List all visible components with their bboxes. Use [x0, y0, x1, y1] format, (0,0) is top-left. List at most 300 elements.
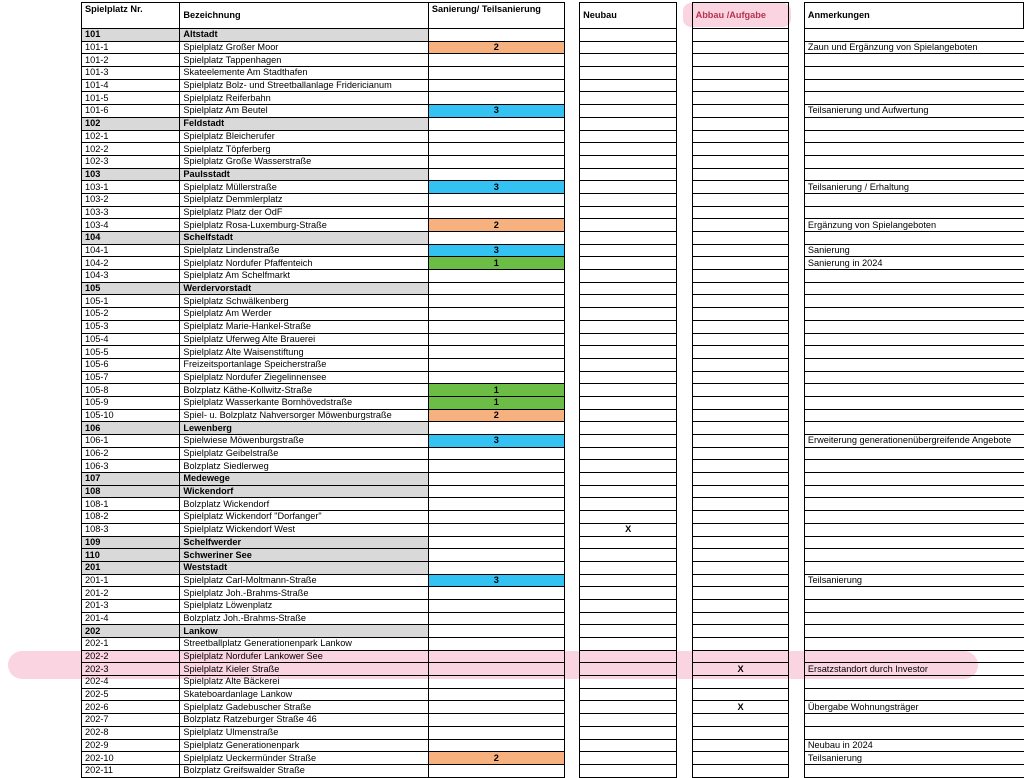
neubau-mark [580, 460, 677, 473]
playground-name: Spielplatz Nordufer Ziegelinnensee [180, 371, 428, 384]
sanierung-priority [428, 676, 564, 689]
remark [804, 371, 1023, 384]
sanierung-priority: 1 [428, 257, 564, 270]
abbau-mark [692, 54, 789, 67]
playground-name: Spielplatz Platz der OdF [180, 206, 428, 219]
abbau-mark [692, 587, 789, 600]
column-gap [564, 612, 579, 625]
table-row [82, 612, 1024, 625]
playground-number: 201-4 [82, 612, 180, 625]
playground-number: 101-2 [82, 54, 180, 67]
column-gap [564, 752, 579, 765]
abbau-mark [692, 561, 789, 574]
abbau-mark [692, 726, 789, 739]
remark [804, 422, 1023, 435]
column-gap [677, 41, 692, 54]
abbau-mark [692, 67, 789, 80]
table-row [82, 574, 1024, 587]
column-gap [677, 333, 692, 346]
neubau-mark [580, 485, 677, 498]
sanierung-priority [428, 599, 564, 612]
playground-name: Streetballplatz Generationenpark Lankow [180, 638, 428, 651]
neubau-mark [580, 67, 677, 80]
column-gap [789, 498, 804, 511]
playground-number: 201-2 [82, 587, 180, 600]
district-row [82, 29, 1024, 42]
table-row [82, 206, 1024, 219]
abbau-mark [692, 193, 789, 206]
neubau-mark: X [580, 523, 677, 536]
column-gap [564, 155, 579, 168]
neubau-mark [580, 257, 677, 270]
district-row [82, 549, 1024, 562]
abbau-mark [692, 29, 789, 42]
abbau-mark [692, 105, 789, 118]
column-gap [677, 460, 692, 473]
remark: Teilsanierung [804, 752, 1023, 765]
playground-number: 202-8 [82, 726, 180, 739]
neubau-mark [580, 599, 677, 612]
abbau-mark [692, 409, 789, 422]
remark: Teilsanierung / Erhaltung [804, 181, 1023, 194]
abbau-mark [692, 422, 789, 435]
playground-name: Spielplatz Bolz- und Streetballanlage Fridericianum [180, 79, 428, 92]
table-row [82, 752, 1024, 765]
neubau-mark [580, 295, 677, 308]
neubau-mark [580, 612, 677, 625]
playground-name: Werdervorstadt [180, 282, 428, 295]
neubau-mark [580, 270, 677, 283]
column-gap [789, 232, 804, 245]
column-gap [564, 650, 579, 663]
abbau-mark [692, 257, 789, 270]
remark [804, 625, 1023, 638]
column-gap [677, 168, 692, 181]
neubau-mark [580, 688, 677, 701]
remark [804, 270, 1023, 283]
playground-number: 108 [82, 485, 180, 498]
remark [804, 688, 1023, 701]
column-gap [789, 3, 804, 29]
district-row [82, 422, 1024, 435]
playground-name: Altstadt [180, 29, 428, 42]
neubau-mark [580, 193, 677, 206]
column-gap [789, 688, 804, 701]
remark [804, 193, 1023, 206]
neubau-mark [580, 701, 677, 714]
column-gap [564, 739, 579, 752]
playground-number: 202 [82, 625, 180, 638]
abbau-mark [692, 574, 789, 587]
remark [804, 282, 1023, 295]
playground-name: Spielplatz Demmlerplatz [180, 193, 428, 206]
column-gap [564, 371, 579, 384]
column-gap [789, 587, 804, 600]
column-gap [564, 67, 579, 80]
abbau-mark [692, 447, 789, 460]
remark [804, 650, 1023, 663]
abbau-mark [692, 688, 789, 701]
column-gap [564, 384, 579, 397]
sanierung-priority [428, 460, 564, 473]
table-row [82, 295, 1024, 308]
neubau-mark [580, 320, 677, 333]
column-gap [789, 206, 804, 219]
column-gap [564, 511, 579, 524]
column-gap [564, 676, 579, 689]
abbau-mark: X [692, 701, 789, 714]
sanierung-priority [428, 561, 564, 574]
abbau-mark [692, 41, 789, 54]
column-gap [677, 701, 692, 714]
remark: Teilsanierung und Aufwertung [804, 105, 1023, 118]
abbau-mark [692, 498, 789, 511]
column-gap [677, 676, 692, 689]
district-row [82, 473, 1024, 486]
column-gap [789, 105, 804, 118]
column-gap [564, 688, 579, 701]
sanierung-priority [428, 130, 564, 143]
column-gap [677, 422, 692, 435]
playground-name: Spielplatz Wasserkante Bornhövedstraße [180, 396, 428, 409]
remark [804, 447, 1023, 460]
playground-name: Wickendorf [180, 485, 428, 498]
table-row [82, 726, 1024, 739]
sanierung-priority [428, 612, 564, 625]
abbau-mark [692, 511, 789, 524]
neubau-mark [580, 536, 677, 549]
column-gap [564, 41, 579, 54]
sanierung-priority [428, 206, 564, 219]
playground-name: Spielplatz Ueckermünder Straße [180, 752, 428, 765]
column-gap [564, 29, 579, 42]
abbau-mark [692, 232, 789, 245]
column-gap [789, 650, 804, 663]
playground-number: 105-7 [82, 371, 180, 384]
column-gap [789, 41, 804, 54]
abbau-mark [692, 676, 789, 689]
column-gap [677, 473, 692, 486]
column-gap [677, 270, 692, 283]
column-gap [789, 79, 804, 92]
neubau-mark [580, 333, 677, 346]
playground-number: 202-4 [82, 676, 180, 689]
column-gap [677, 435, 692, 448]
remark [804, 764, 1023, 777]
column-gap [789, 663, 804, 676]
district-row [82, 561, 1024, 574]
playground-name: Spielplatz Lindenstraße [180, 244, 428, 257]
column-gap [564, 701, 579, 714]
neubau-mark [580, 117, 677, 130]
sanierung-priority [428, 155, 564, 168]
abbau-mark [692, 485, 789, 498]
column-gap [789, 193, 804, 206]
column-gap [789, 422, 804, 435]
sanierung-priority: 3 [428, 435, 564, 448]
table-row [82, 54, 1024, 67]
column-gap [677, 384, 692, 397]
playground-number: 102-3 [82, 155, 180, 168]
playground-name: Spielplatz Schwälkenberg [180, 295, 428, 308]
column-gap [564, 536, 579, 549]
abbau-mark [692, 460, 789, 473]
neubau-mark [580, 714, 677, 727]
column-gap [789, 270, 804, 283]
abbau-mark [692, 714, 789, 727]
sanierung-priority [428, 447, 564, 460]
remark [804, 29, 1023, 42]
sanierung-priority [428, 701, 564, 714]
playground-number: 101 [82, 29, 180, 42]
column-gap [677, 396, 692, 409]
table-row [82, 358, 1024, 371]
column-gap [789, 333, 804, 346]
column-gap [677, 105, 692, 118]
column-gap [564, 3, 579, 29]
playground-name: Spielplatz Am Werder [180, 308, 428, 321]
sanierung-priority: 1 [428, 384, 564, 397]
column-header-bezeichnung: Bezeichnung [180, 3, 428, 29]
neubau-mark [580, 764, 677, 777]
sanierung-priority [428, 726, 564, 739]
neubau-mark [580, 54, 677, 67]
abbau-mark [692, 549, 789, 562]
table-row [82, 346, 1024, 359]
playground-number: 108-1 [82, 498, 180, 511]
abbau-mark [692, 92, 789, 105]
table-header-row [82, 3, 1024, 29]
column-gap [789, 181, 804, 194]
playground-name: Spielplatz Tappenhagen [180, 54, 428, 67]
playground-number: 202-11 [82, 764, 180, 777]
sanierung-priority [428, 650, 564, 663]
playground-name: Spielplatz Gadebuscher Straße [180, 701, 428, 714]
playground-name: Spielplatz Nordufer Pfaffenteich [180, 257, 428, 270]
column-gap [677, 409, 692, 422]
table-row [82, 701, 1024, 714]
remark [804, 714, 1023, 727]
column-gap [677, 739, 692, 752]
table-row [82, 663, 1024, 676]
column-gap [564, 561, 579, 574]
column-gap [789, 726, 804, 739]
column-gap [677, 29, 692, 42]
remark [804, 333, 1023, 346]
column-gap [789, 549, 804, 562]
remark [804, 409, 1023, 422]
column-gap [677, 3, 692, 29]
sanierung-priority [428, 333, 564, 346]
abbau-mark [692, 346, 789, 359]
remark [804, 523, 1023, 536]
neubau-mark [580, 168, 677, 181]
playground-number: 101-6 [82, 105, 180, 118]
column-gap [564, 549, 579, 562]
sanierung-priority [428, 270, 564, 283]
remark: Ersatzstandort durch Investor [804, 663, 1023, 676]
column-gap [789, 320, 804, 333]
column-gap [564, 485, 579, 498]
column-gap [564, 333, 579, 346]
neubau-mark [580, 181, 677, 194]
table-row [82, 384, 1024, 397]
column-gap [789, 92, 804, 105]
playground-number: 110 [82, 549, 180, 562]
column-gap [677, 764, 692, 777]
abbau-mark [692, 764, 789, 777]
abbau-mark [692, 650, 789, 663]
neubau-mark [580, 650, 677, 663]
table-row [82, 105, 1024, 118]
playground-number: 105-8 [82, 384, 180, 397]
sanierung-priority [428, 232, 564, 245]
column-gap [677, 587, 692, 600]
column-gap [677, 549, 692, 562]
playground-name: Bolzplatz Greifswalder Straße [180, 764, 428, 777]
column-gap [677, 536, 692, 549]
column-gap [677, 257, 692, 270]
playground-name: Spielplatz Müllerstraße [180, 181, 428, 194]
playground-number: 106-2 [82, 447, 180, 460]
abbau-mark [692, 143, 789, 156]
playground-number: 201-3 [82, 599, 180, 612]
sanierung-priority [428, 625, 564, 638]
neubau-mark [580, 435, 677, 448]
abbau-mark [692, 79, 789, 92]
remark [804, 79, 1023, 92]
playground-number: 106 [82, 422, 180, 435]
playground-number: 107 [82, 473, 180, 486]
table-row [82, 511, 1024, 524]
column-gap [677, 599, 692, 612]
remark [804, 511, 1023, 524]
column-header-nr: Spielplatz Nr. [82, 3, 180, 29]
playground-name: Skateelemente Am Stadthafen [180, 67, 428, 80]
playground-name: Spielplatz Großer Moor [180, 41, 428, 54]
neubau-mark [580, 752, 677, 765]
column-gap [564, 409, 579, 422]
playground-number: 106-3 [82, 460, 180, 473]
column-gap [564, 117, 579, 130]
column-gap [789, 435, 804, 448]
playground-name: Feldstadt [180, 117, 428, 130]
column-gap [677, 485, 692, 498]
neubau-mark [580, 447, 677, 460]
remark [804, 460, 1023, 473]
playground-number: 103-1 [82, 181, 180, 194]
column-gap [789, 485, 804, 498]
remark [804, 308, 1023, 321]
column-gap [789, 168, 804, 181]
remark [804, 587, 1023, 600]
column-gap [564, 54, 579, 67]
sanierung-priority [428, 688, 564, 701]
playground-number: 104-3 [82, 270, 180, 283]
neubau-mark [580, 41, 677, 54]
abbau-mark [692, 599, 789, 612]
column-gap [789, 739, 804, 752]
sanierung-priority: 2 [428, 41, 564, 54]
abbau-mark: X [692, 663, 789, 676]
column-gap [677, 117, 692, 130]
neubau-mark [580, 244, 677, 257]
playground-number: 105-5 [82, 346, 180, 359]
column-gap [677, 726, 692, 739]
column-gap [677, 79, 692, 92]
column-gap [564, 295, 579, 308]
sanierung-priority [428, 473, 564, 486]
neubau-mark [580, 739, 677, 752]
playground-name: Bolzplatz Ratzeburger Straße 46 [180, 714, 428, 727]
playground-name: Spielplatz Uferweg Alte Brauerei [180, 333, 428, 346]
remark [804, 384, 1023, 397]
playground-number: 105 [82, 282, 180, 295]
column-gap [677, 92, 692, 105]
playground-name: Spielplatz Carl-Moltmann-Straße [180, 574, 428, 587]
neubau-mark [580, 409, 677, 422]
neubau-mark [580, 396, 677, 409]
column-gap [564, 498, 579, 511]
district-row [82, 232, 1024, 245]
sanierung-priority [428, 663, 564, 676]
playground-number: 101-1 [82, 41, 180, 54]
remark: Neubau in 2024 [804, 739, 1023, 752]
column-gap [789, 536, 804, 549]
neubau-mark [580, 143, 677, 156]
column-gap [677, 650, 692, 663]
abbau-mark [692, 536, 789, 549]
sanierung-priority [428, 67, 564, 80]
playground-number: 105-6 [82, 358, 180, 371]
column-gap [789, 371, 804, 384]
column-gap [789, 219, 804, 232]
abbau-mark [692, 168, 789, 181]
remark [804, 130, 1023, 143]
column-gap [564, 206, 579, 219]
playground-name: Spielplatz Reiferbahn [180, 92, 428, 105]
column-gap [564, 270, 579, 283]
remark [804, 676, 1023, 689]
remark: Sanierung in 2024 [804, 257, 1023, 270]
table-row [82, 219, 1024, 232]
abbau-mark [692, 308, 789, 321]
column-gap [564, 396, 579, 409]
neubau-mark [580, 358, 677, 371]
sanierung-priority [428, 549, 564, 562]
table-row [82, 371, 1024, 384]
neubau-mark [580, 206, 677, 219]
playground-number: 102-2 [82, 143, 180, 156]
table-row [82, 41, 1024, 54]
playground-name: Spielplatz Alte Bäckerei [180, 676, 428, 689]
column-gap [677, 688, 692, 701]
sanierung-priority [428, 193, 564, 206]
remark: Teilsanierung [804, 574, 1023, 587]
abbau-mark [692, 384, 789, 397]
table-row [82, 320, 1024, 333]
table-row [82, 587, 1024, 600]
table-row [82, 714, 1024, 727]
remark [804, 561, 1023, 574]
playground-name: Bolzplatz Siedlerweg [180, 460, 428, 473]
column-gap [564, 232, 579, 245]
column-gap [677, 206, 692, 219]
playground-name: Bolzplatz Käthe-Kollwitz-Straße [180, 384, 428, 397]
column-gap [789, 638, 804, 651]
playground-name: Spielplatz Am Schelfmarkt [180, 270, 428, 283]
table-row [82, 638, 1024, 651]
